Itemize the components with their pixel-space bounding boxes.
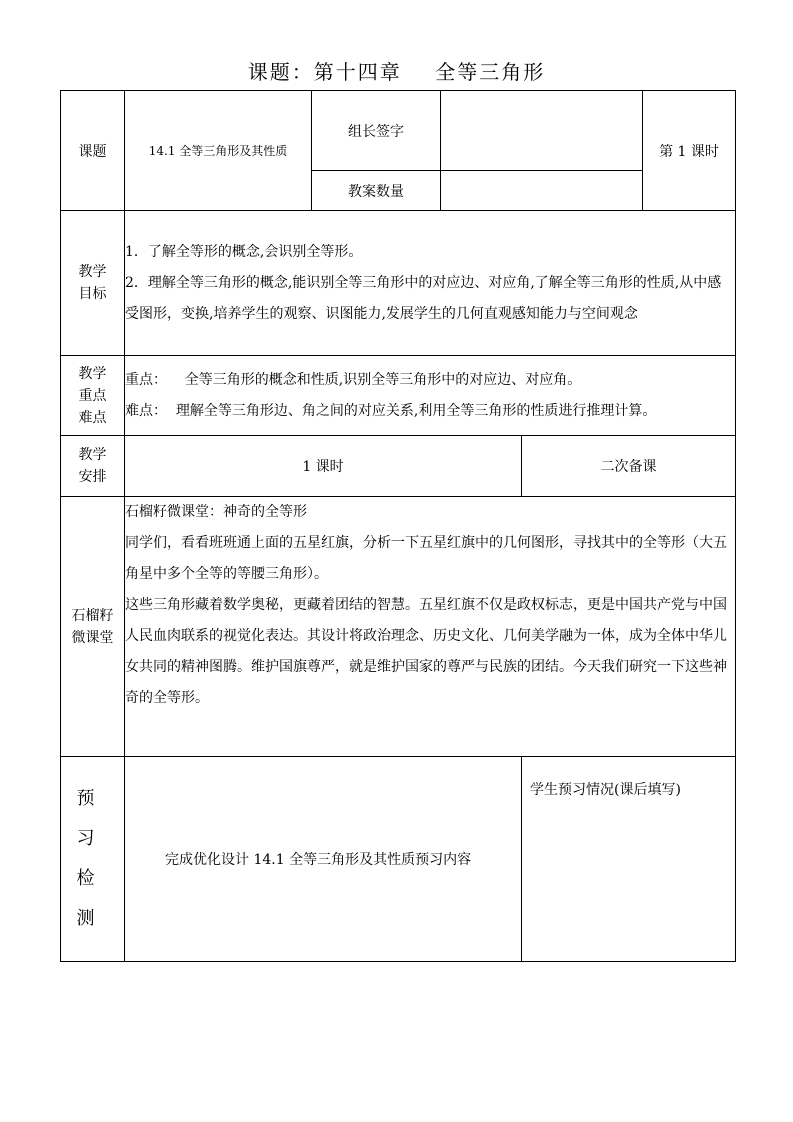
difficult-point-text: 难点： 理解全等三角形边、角之间的对应关系,利用全等三角形的性质进行推理计算。 — [125, 402, 657, 419]
key-points-label-cell — [61, 356, 125, 436]
goals-content — [125, 211, 736, 356]
micro-class-title: 石榴籽微课堂：神奇的全等形 — [125, 504, 307, 520]
student-status-label: 学生预习情况(课后填写) — [530, 782, 681, 798]
plan-count-label-cell — [312, 171, 441, 211]
lesson-title: 14.1 全等三角形及其性质 — [148, 144, 288, 158]
leader-sign-label-cell — [312, 91, 441, 171]
period-cell — [643, 91, 736, 211]
preview-content-box — [125, 757, 522, 961]
goal-item: 2．理解全等三角形的概念,能识别全等三角形中的对应边、对应角,了解全等三角形的性质,从中感受图形，变换,培养学生的观察、识图能力,发展学生的几何直观感知能力与空间观念 — [125, 274, 722, 322]
plan-count-field[interactable] — [441, 171, 643, 211]
key-points-label-line3: 难点 — [78, 409, 107, 426]
preview-label-line1: 预习 — [76, 788, 109, 849]
second-prep-label: 二次备课 — [600, 459, 657, 475]
lesson-title-cell — [125, 91, 312, 211]
period-label: 第 1 课时 — [659, 143, 719, 160]
arrangement-split-cell — [125, 436, 736, 497]
micro-class-label-cell — [61, 497, 125, 757]
leader-sign-label: 组长签字 — [348, 123, 404, 140]
micro-class-paragraph: 同学们，看看班班通上面的五星红旗，分析一下五星红旗中的几何图形，寻找其中的全等形（大五角星中多个全等的等腰三角形）。 — [125, 535, 727, 582]
micro-class-content — [125, 497, 736, 757]
leader-sign-field[interactable] — [441, 91, 643, 171]
page-title: 课题：第十四章 全等三角形 — [247, 60, 546, 84]
topic-label: 课题 — [78, 143, 107, 160]
goal-item: 1．了解全等形的概念,会识别全等形。 — [125, 243, 363, 260]
goals-label-line2: 目标 — [78, 286, 107, 302]
preview-label-cell — [61, 757, 125, 962]
arrangement-label-line1: 教学 — [78, 447, 107, 463]
key-point-text: 重点： 全等三角形的概念和性质,识别全等三角形中的对应边、对应角。 — [125, 371, 582, 388]
micro-class-label-line2: 微课堂 — [71, 629, 114, 646]
micro-class-label-line1: 石榴籽 — [71, 607, 114, 624]
key-points-label-line2: 重点 — [78, 387, 107, 404]
goals-label-cell — [61, 211, 125, 356]
arrangement-period: 1 课时 — [302, 459, 344, 475]
arrangement-label-line2: 安排 — [78, 469, 107, 485]
plan-count-label: 教案数量 — [348, 183, 404, 200]
micro-class-paragraph: 这些三角形藏着数学奥秘，更藏着团结的智慧。五星红旗不仅是政权标志，更是中国共产党与中国人民血肉联系的视觉化表达。其设计将政治理念、历史文化、几何美学融为一体，成为全体中华儿女共同的精神图腾。维护国旗尊严，就是维护国家的尊严与民族的团结。今天我们研究一下这些神奇的全等形。 — [125, 597, 727, 706]
topic-label-cell — [61, 91, 125, 211]
lesson-plan-table — [60, 90, 736, 962]
student-status-box[interactable] — [522, 757, 735, 961]
preview-split-cell — [125, 757, 736, 962]
preview-content: 完成优化设计 14.1 全等三角形及其性质预习内容 — [165, 852, 472, 868]
key-points-content — [125, 356, 736, 436]
key-points-label-line1: 教学 — [78, 365, 107, 382]
goals-label-line1: 教学 — [78, 264, 107, 280]
arrangement-label-cell — [61, 436, 125, 497]
preview-label-line2: 检测 — [76, 868, 109, 929]
